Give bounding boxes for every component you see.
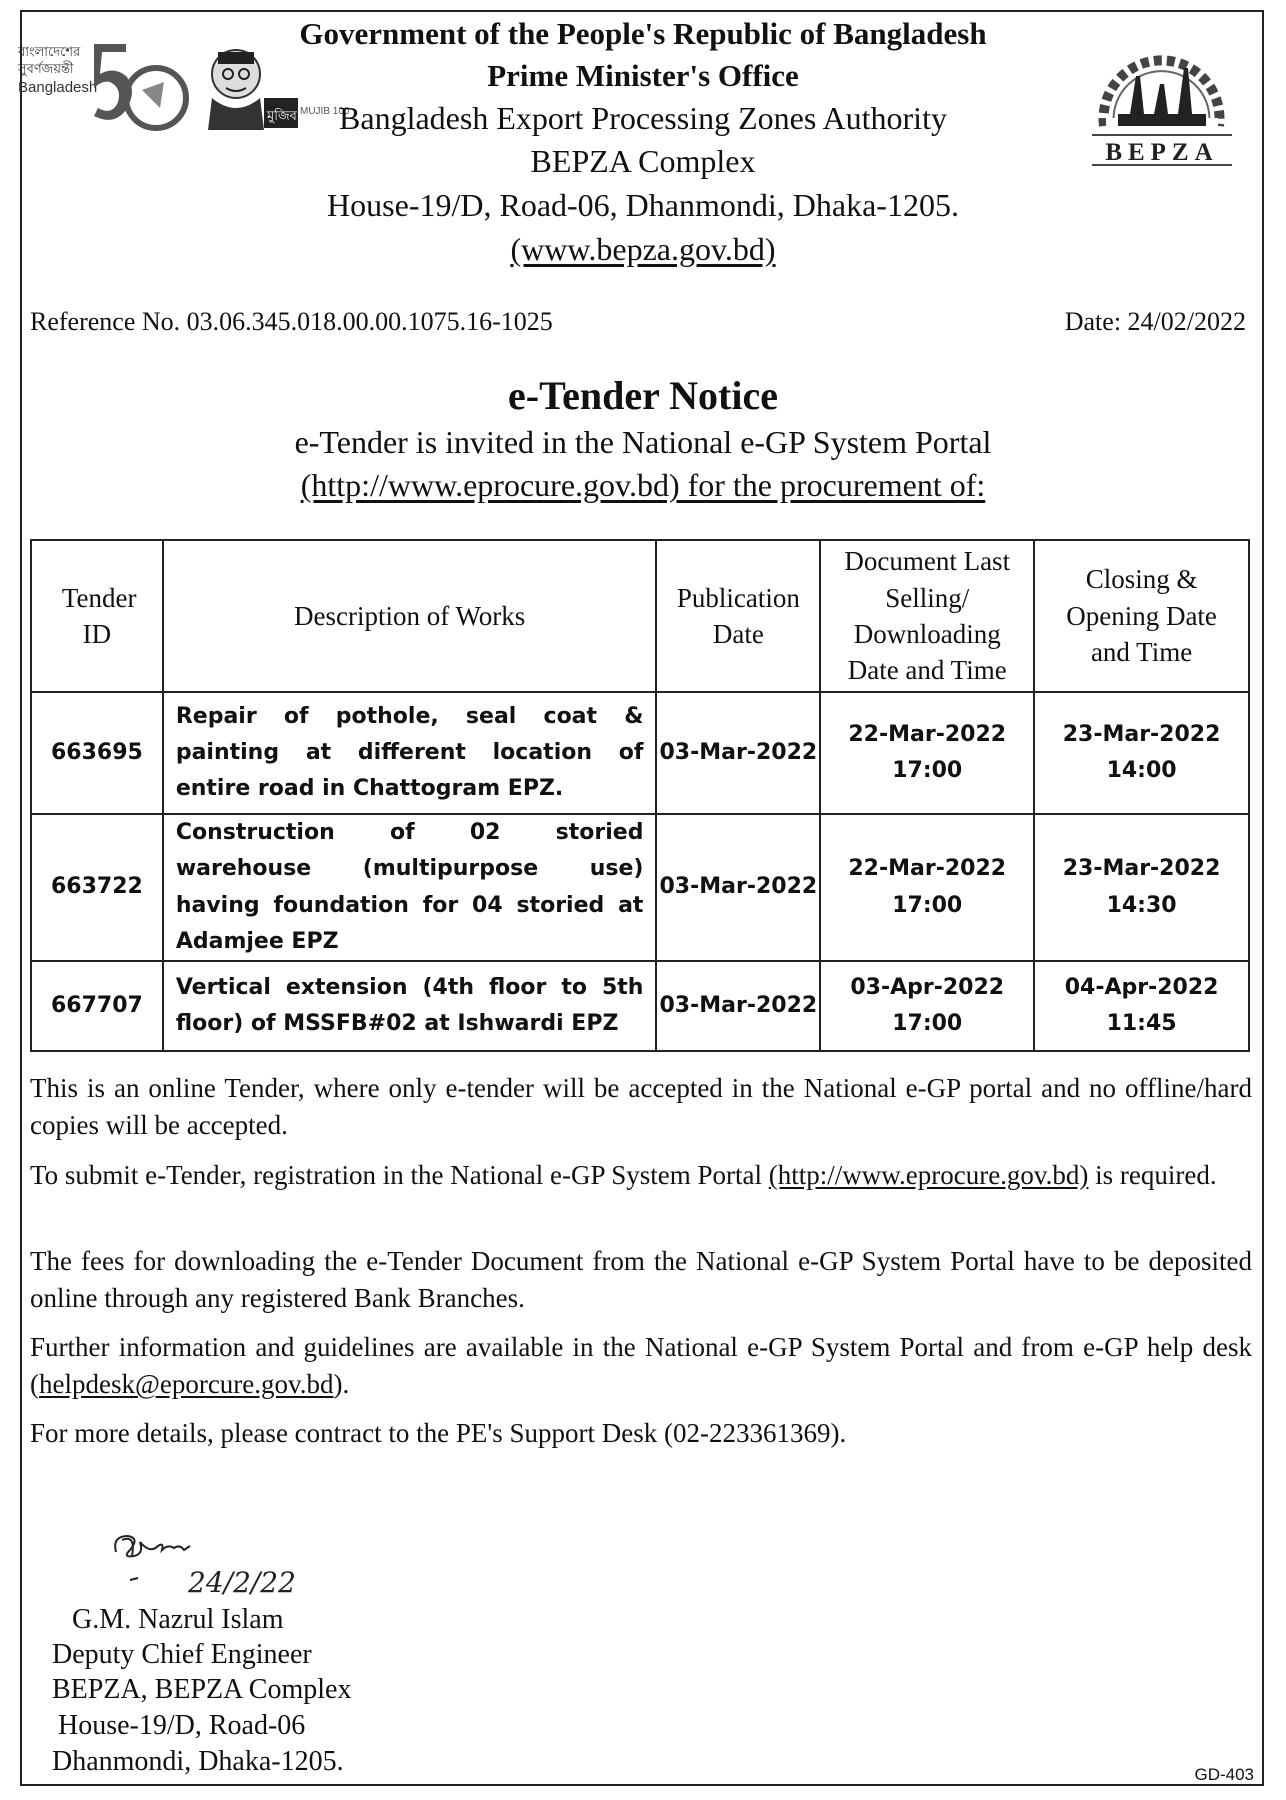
header-address: House-19/D, Road-06, Dhanmondi, Dhaka-1205. [327,187,959,223]
signature-date: 24/2/22 [188,1566,296,1599]
notice-subtitle: e-Tender is invited in the National e-GP System Portal [294,424,992,460]
notice-subtitle-link[interactable]: (http://www.eprocure.gov.bd) for the procurement of: [300,467,986,503]
cell-tender-id: 663722 [31,814,163,961]
close-time: 11:45 [1106,1011,1177,1037]
bepza-logo-text: BEPZA [1105,139,1219,166]
cell-publication: 03-Mar-2022 [656,692,820,814]
table-row [31,814,1249,961]
close-time: 14:00 [1106,758,1177,783]
col-header-description: Description of Works [163,540,657,692]
header-office: Prime Minister's Office [487,58,799,93]
cell-publication: 03-Mar-2022 [656,961,820,1051]
logo-mujib-text: MUJIB 100 [300,106,350,117]
close-date: 23-Mar-2022 [1062,856,1221,882]
bepza-logo-icon [1084,40,1239,168]
table-row [31,692,1249,814]
svg-text:বাংলাদেশের: বাংলাদেশের [18,45,81,60]
close-date: 04-Apr-2022 [1064,974,1219,1000]
helpdesk-email-link[interactable]: helpdesk@eporcure.gov.bd [39,1369,334,1399]
cell-tender-id: 663695 [31,692,163,814]
cell-doc-last [820,692,1034,814]
header-website-link[interactable]: (www.bepza.gov.bd) [510,231,776,267]
svg-text:মুজিব: মুজিব [267,109,297,124]
paragraph-text: To submit e-Tender, registration in the National e-GP System Portal [30,1160,769,1190]
cell-closing [1034,961,1249,1051]
cell-doc-last [820,961,1034,1051]
paragraph-text: ). [333,1369,350,1399]
logo-left-text: Bangladesh [18,79,98,96]
notice-date: Date: 24/02/2022 [1064,307,1246,336]
col-header-closing: Closing & Opening Date and Time [1034,540,1249,692]
doc-date: 22-Mar-2022 [848,856,1007,882]
header-government: Government of the People's Republic of Bangladesh [299,16,987,51]
eprocure-link[interactable]: (http://www.eprocure.gov.bd) [768,1160,1089,1190]
signatory-org: BEPZA, BEPZA Complex [52,1674,352,1705]
doc-date: 03-Apr-2022 [850,974,1005,1000]
cell-doc-last [820,814,1034,961]
cell-description: Vertical extension (4th floor to 5th floor) of MSSFB#02 at Ishwardi EPZ [163,961,657,1051]
cell-closing [1034,692,1249,814]
tender-table [30,539,1250,1052]
paragraph-text: Further information and guidelines are available in the National e-GP System Portal and from e-GP help desk ( [30,1332,1252,1399]
header-authority: Bangladesh Export Processing Zones Authority [339,100,947,136]
signatory-address-2: Dhanmondi, Dhaka-1205. [52,1746,344,1777]
col-header-publication: Publication Date [656,540,820,692]
table-header-row [31,540,1249,692]
cell-closing [1034,814,1249,961]
signatory-designation: Deputy Chief Engineer [52,1639,312,1670]
signatory-address-1: House-19/D, Road-06 [58,1710,306,1741]
doc-date: 22-Mar-2022 [848,721,1007,747]
table-row [31,961,1249,1051]
header-complex: BEPZA Complex [530,143,756,179]
notice-title: e-Tender Notice [508,373,778,418]
cell-publication: 03-Mar-2022 [656,814,820,961]
signatory-name: G.M. Nazrul Islam [72,1604,284,1635]
paragraph-registration [30,1157,1252,1194]
paragraph-text: is required. [1088,1160,1217,1190]
close-time: 14:30 [1106,892,1177,918]
cell-tender-id: 667707 [31,961,163,1051]
paragraph-online-tender: This is an online Tender, where only e-tender will be accepted in the National e-GP portal and no offline/hard copies will be accepted. [30,1073,1252,1140]
document-code: GD-403 [1194,1765,1254,1784]
close-date: 23-Mar-2022 [1062,721,1221,747]
handwritten-signature-icon [110,1528,330,1608]
svg-text:সুবর্ণজয়ন্তী: সুবর্ণজয়ন্তী [18,62,74,77]
paragraph-fees: The fees for downloading the e-Tender Document from the National e-GP System Portal have to be deposited online through any registered Bank Branches. [30,1246,1252,1313]
doc-time: 17:00 [892,1011,963,1037]
paragraph-helpdesk [30,1329,1252,1403]
doc-time: 17:00 [892,758,963,783]
cell-description: Construction of 02 storied warehouse (multipurpose use) having foundation for 04 storied at Adamjee EPZ [163,814,657,961]
reference-number: Reference No. 03.06.345.018.00.00.1075.16-1025 [30,307,553,336]
paragraph-support-desk: For more details, please contract to the PE's Support Desk (02-223361369). [30,1418,847,1448]
col-header-tender-id: Tender ID [31,540,163,692]
col-header-doc-last: Document Last Selling/ Downloading Date and Time [820,540,1034,692]
cell-description: Repair of pothole, seal coat & painting at different location of entire road in Chattogram EPZ. [163,692,657,814]
doc-time: 17:00 [892,892,963,918]
